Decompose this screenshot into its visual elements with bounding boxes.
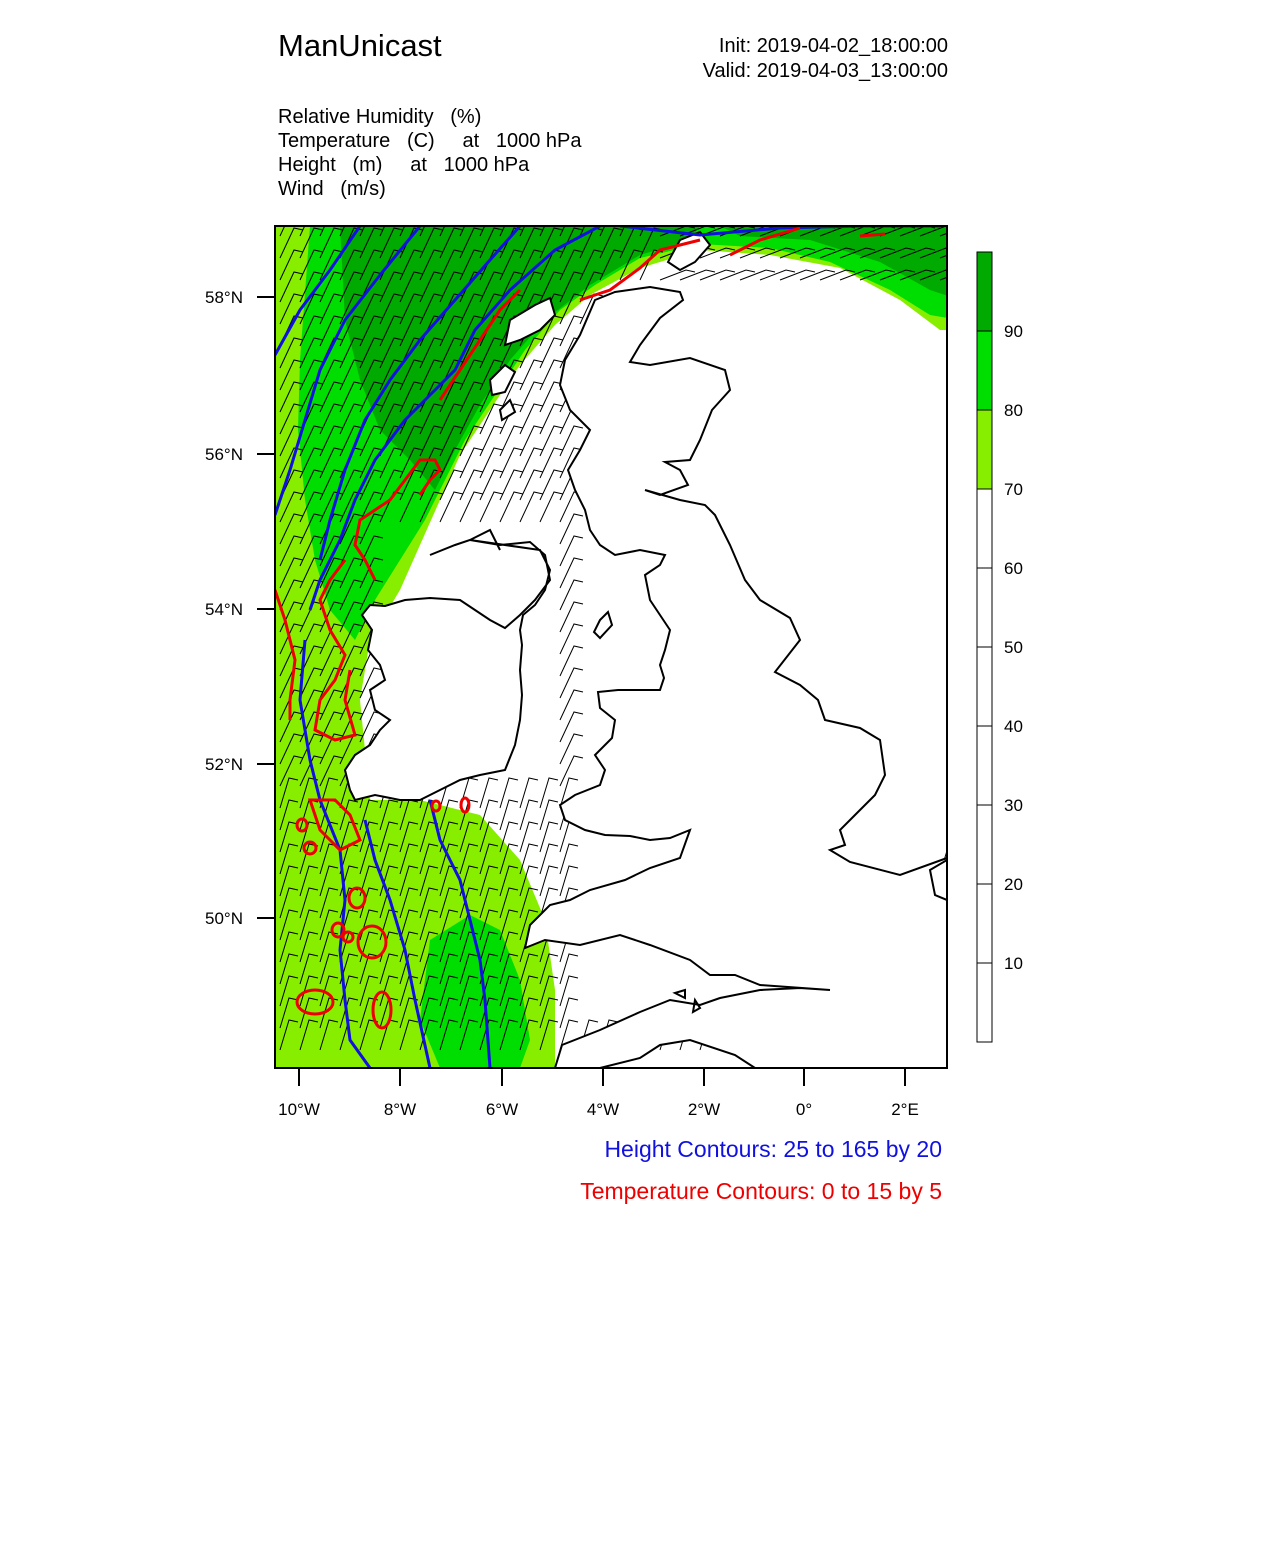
lat-label-50n: 50°N	[205, 909, 243, 928]
lon-label-2w: 2°W	[687, 1100, 721, 1119]
colorbar-box	[977, 963, 992, 1042]
height-contour-legend: Height Contours: 25 to 165 by 20	[604, 1136, 942, 1162]
colorbar-label: 70	[1004, 480, 1023, 499]
wind-barb	[500, 426, 523, 456]
great-britain-coastline	[525, 287, 947, 1068]
wind-barb	[480, 426, 503, 456]
lon-label-2e: 2°E	[891, 1100, 919, 1119]
lat-label-58n: 58°N	[205, 288, 243, 307]
wind-barb	[560, 844, 578, 874]
colorbar-box	[977, 568, 992, 647]
wind-barb	[560, 734, 583, 764]
wind-barb	[540, 448, 563, 478]
wind-barb	[500, 492, 523, 522]
wind-barb	[560, 756, 583, 786]
wind-barb	[560, 690, 583, 720]
colorbar-box	[977, 252, 992, 331]
lat-label-56n: 56°N	[205, 445, 243, 464]
wind-barb	[520, 426, 543, 456]
wind-barb	[480, 778, 498, 808]
field-label-temperature: Temperature (C) at 1000 hPa	[278, 130, 582, 152]
wind-barb	[560, 602, 583, 632]
wind-barb	[540, 866, 558, 896]
field-label-wind: Wind (m/s)	[278, 178, 386, 200]
wind-barb	[520, 382, 543, 412]
wind-barb	[720, 270, 755, 280]
wind-barb	[780, 270, 815, 280]
lon-label-10w: 10°W	[278, 1100, 320, 1119]
wind-barb	[460, 492, 483, 522]
wind-barb	[500, 800, 518, 830]
temperature-contour-legend: Temperature Contours: 0 to 15 by 5	[580, 1178, 942, 1204]
colorbar-box	[977, 884, 992, 963]
wind-barb	[660, 270, 695, 280]
wind-barb	[520, 360, 543, 390]
colorbar-label: 50	[1004, 638, 1023, 657]
wind-barb	[560, 514, 583, 544]
colorbar-box	[977, 805, 992, 884]
wind-barb	[540, 470, 563, 500]
wind-barb	[560, 668, 583, 698]
wind-barb	[540, 492, 563, 522]
wind-barb	[560, 954, 578, 984]
wind-barb	[760, 270, 795, 280]
wind-barb	[680, 270, 715, 280]
map-plot-area	[275, 206, 975, 1068]
isle-of-man	[594, 612, 612, 638]
wind-barb	[700, 270, 735, 280]
colorbar-label: 90	[1004, 322, 1023, 341]
lat-label-52n: 52°N	[205, 755, 243, 774]
wind-barb	[540, 822, 558, 852]
wind-barb	[560, 580, 583, 610]
wind-barb	[560, 712, 583, 742]
wind-barb	[540, 426, 563, 456]
wind-barb	[520, 470, 543, 500]
wind-barb	[540, 338, 563, 368]
wind-barb	[560, 624, 583, 654]
lat-label-54n: 54°N	[205, 600, 243, 619]
wind-barb	[440, 492, 463, 522]
wind-barb	[520, 822, 538, 852]
lon-label-6w: 6°W	[485, 1100, 519, 1119]
valid-time: Valid: 2019-04-03_13:00:00	[702, 60, 948, 82]
lon-label-8w: 8°W	[383, 1100, 417, 1119]
wind-barb	[460, 470, 483, 500]
wind-barb	[480, 492, 503, 522]
wind-barb	[500, 470, 523, 500]
colorbar-box	[977, 331, 992, 410]
wind-barb	[520, 448, 543, 478]
field-label-height: Height (m) at 1000 hPa	[278, 154, 530, 176]
wind-barb	[500, 448, 523, 478]
colorbar-label: 20	[1004, 875, 1023, 894]
wind-barb	[560, 976, 578, 1006]
wind-barb	[540, 404, 563, 434]
rh-colorbar-labels	[1004, 322, 1023, 973]
wind-barb	[800, 270, 835, 280]
wind-barb	[480, 470, 503, 500]
colorbar-label: 30	[1004, 796, 1023, 815]
wind-barb	[520, 404, 543, 434]
wind-barb	[560, 558, 583, 588]
wind-barb	[500, 778, 518, 808]
field-label-rh: Relative Humidity (%)	[278, 106, 482, 128]
init-time: Init: 2019-04-02_18:00:00	[718, 35, 948, 57]
wind-barb	[560, 822, 578, 852]
wind-barb	[740, 270, 775, 280]
lon-label-0: 0°	[795, 1100, 813, 1119]
wind-barb	[540, 844, 558, 874]
colorbar-box	[977, 647, 992, 726]
rh-colorbar	[977, 252, 992, 1042]
model-title: ManUnicast	[278, 28, 442, 63]
lon-label-4w: 4°W	[586, 1100, 620, 1119]
colorbar-label: 60	[1004, 559, 1023, 578]
colorbar-box	[977, 489, 992, 568]
colorbar-label: 10	[1004, 954, 1023, 973]
wind-barb	[560, 536, 583, 566]
wind-barb	[460, 448, 483, 478]
latitude-ticks	[257, 297, 275, 918]
colorbar-label: 40	[1004, 717, 1023, 736]
wind-barb	[560, 866, 578, 896]
longitude-ticks	[299, 1068, 905, 1086]
wind-barb	[480, 448, 503, 478]
wind-barb	[540, 800, 558, 830]
wind-barb	[520, 800, 538, 830]
wind-barb	[540, 778, 558, 808]
wind-barb	[520, 492, 543, 522]
wind-barb	[560, 998, 578, 1028]
colorbar-box	[977, 726, 992, 805]
colorbar-label: 80	[1004, 401, 1023, 420]
wind-barb	[560, 646, 583, 676]
colorbar-box	[977, 410, 992, 489]
wind-barb	[520, 778, 538, 808]
